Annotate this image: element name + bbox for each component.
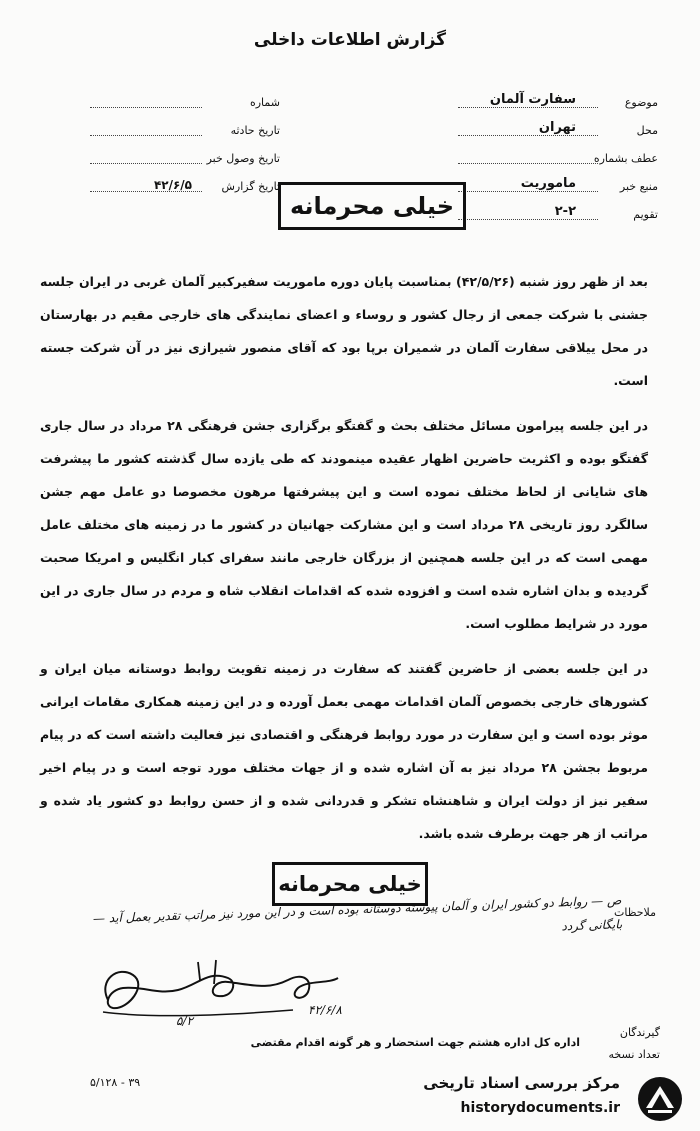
meta-value: سفارت آلمان <box>489 92 576 107</box>
classification-stamp-bottom: خیلی محرمانه <box>272 862 428 906</box>
meta-row-received-date <box>90 148 280 176</box>
copies-label: تعداد نسخه <box>608 1048 660 1061</box>
document-archive-logo-icon <box>630 1074 690 1124</box>
page-title: گزارش اطلاعات داخلی <box>253 30 447 50</box>
signature-number: ۵/۲ <box>176 1014 193 1028</box>
signature-icon <box>88 950 348 1030</box>
dotted-line <box>458 219 598 220</box>
signature-date: ۴۲/۶/۸ <box>308 1003 342 1017</box>
recipients-label: گیرندگان <box>619 1026 660 1039</box>
body-paragraph: بعد از ظهر روز شنبه (۴۲/۵/۲۶) بمناسبت پایان دوره ماموریت سفیرکبیر آلمان غربی در ایران جلسه جشنی با شرکت جمعی از رجال کشور و روساء و اعضای نمایندگی های خارجی مقیم در بهارستان در محل ییلاقی سفارت آلمان در شمیران برپا بود که آقای منصور شیرازی نیز در آن شرکت جسته است. <box>40 274 649 388</box>
body-paragraph: در این جلسه پیرامون مسائل مختلف بحث و گفتگو برگزاری جشن فرهنگی ۲۸ مرداد در سال جاری گفتگو بوده و اکثریت حاضرین اظهار عقیده مینمودند که طی یازده سال گذشته کشور ما پیشرفت های شایانی از لحاظ مختلف نموده است و این پیشرفتها مرهون مخصوصا دو عامل مهم جشن سالگرد روز تاریخی ۲۸ مرداد است و این مشارکت جهانیان در کشور ما در زمینه های مختلف عامل مهمی است که در این جلسه همچنین از بزرگان خارجی مانند سفرای کبار انگلیس و امریکا صحبت گردیده و بدان اشاره شده است و افزوده شده که اقدامات انقلاب شاه و مردم در سال جاری در این مورد در شرایط مطلوب است. <box>40 418 648 631</box>
watermark-text-en: historydocuments.ir <box>460 1100 620 1116</box>
archive-watermark <box>418 1070 696 1126</box>
dotted-line <box>458 107 598 108</box>
meta-value: ۴۲/۶/۵ <box>153 178 192 192</box>
meta-value: ۲-۲ <box>554 204 576 219</box>
meta-row-number <box>90 92 280 120</box>
meta-left-block <box>90 92 280 204</box>
meta-label: عطف بشماره <box>593 152 658 165</box>
meta-label: تاریخ حادثه <box>230 124 280 137</box>
watermark-text-fa: مرکز بررسی اسناد تاریخی <box>423 1074 620 1092</box>
dotted-line <box>90 163 202 164</box>
classification-stamp: خیلی محرمانه <box>278 182 466 230</box>
dotted-line <box>90 135 202 136</box>
meta-value: تهران <box>538 120 576 135</box>
meta-label: شماره <box>249 96 280 109</box>
dotted-line <box>458 163 598 164</box>
meta-value: ماموریت <box>520 176 576 191</box>
meta-row-reference <box>458 148 658 176</box>
meta-label: تقویم <box>633 208 658 221</box>
form-code: ۳۹ - ۵/۱۲۸ <box>90 1076 141 1089</box>
meta-right-block <box>458 92 658 232</box>
meta-label: محل <box>636 124 658 137</box>
meta-label: منبع خبر <box>619 180 658 193</box>
meta-row-incident-date <box>90 120 280 148</box>
dotted-line <box>90 191 202 192</box>
meta-row-rating <box>458 204 658 232</box>
handwritten-note: ص — روابط دو کشور ایران و آلمان پیوسته دوستانه بوده است و در این مورد نیز مراتب تقدیر بعمل آید — بایگانی گردد <box>92 893 623 934</box>
dotted-line <box>458 135 598 136</box>
meta-label: تاریخ وصول خبر <box>206 152 280 165</box>
body-paragraph: در این جلسه بعضی از حاضرین گفتند که سفارت در زمینه تقویت روابط دوستانه میان ایران و کشورهای خارجی بخصوص آلمان اقدامات مهمی بعمل آورده و در این زمینه همکاری مقامات ایرانی موثر بوده است و این سفارت در مورد روابط فرهنگی و اقتصادی نیز فعالیت داشته است که در پیام مربوط بجشن ۲۸ مرداد نیز به آن اشاره شده و از جهات مختلف مورد توجه است و در پیام اخیر سفیر نیز از دولت ایران و شاهنشاه تشکر و قدردانی شده و از حسن روابط دو کشور یاد شده و مراتب از هر جهت برطرف شده باشد. <box>40 661 648 841</box>
meta-label: موضوع <box>624 96 658 109</box>
recipients-text: اداره کل اداره هشتم جهت استحضار و هر گونه اقدام مقتضی <box>250 1036 580 1049</box>
dotted-line <box>90 107 202 108</box>
meta-row-source <box>458 176 658 204</box>
meta-label: تاریخ گزارش <box>221 180 280 193</box>
dotted-line <box>458 191 598 192</box>
meta-row-report-date <box>90 176 280 204</box>
meta-row-subject <box>458 92 658 120</box>
report-body <box>40 265 648 862</box>
meta-row-place <box>458 120 658 148</box>
notes-label: ملاحظات <box>614 906 656 919</box>
